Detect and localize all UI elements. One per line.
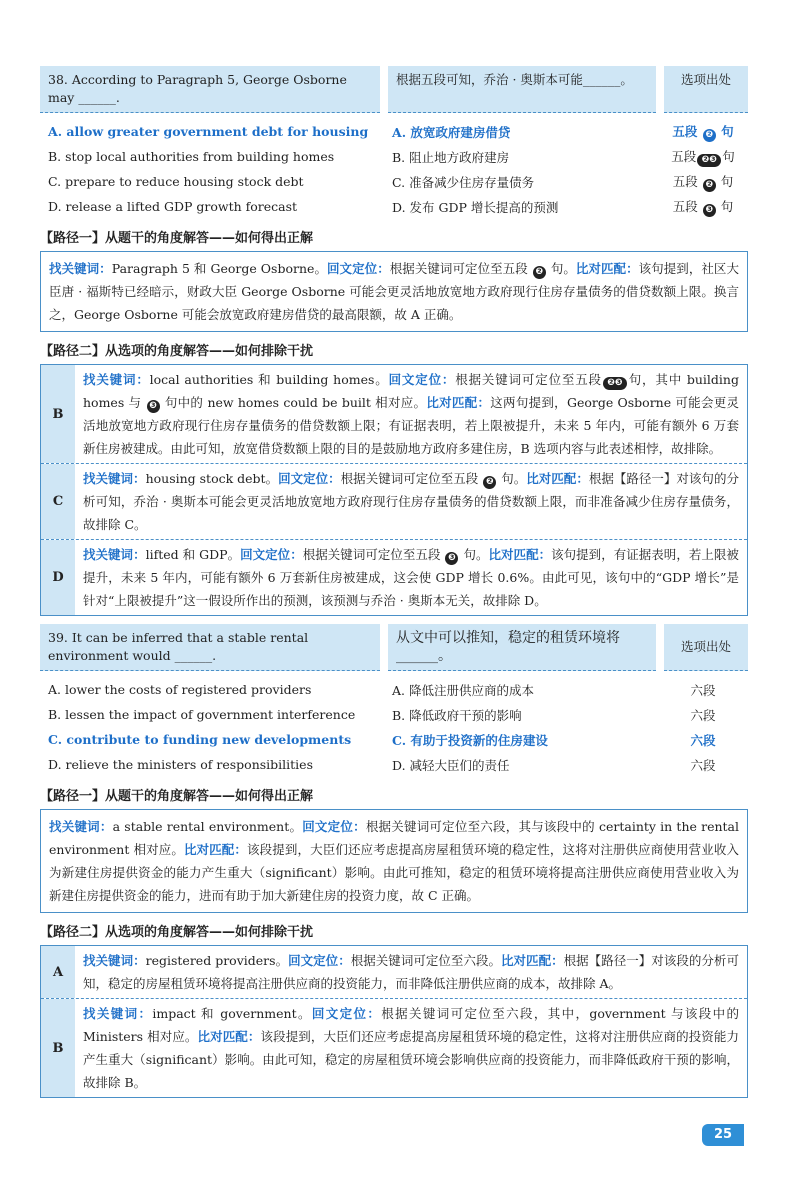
- option-source: 五段 ❷ 句: [672, 173, 734, 190]
- circled-number-icon: ❸: [147, 400, 160, 413]
- circled-number-icon: ❸: [445, 552, 458, 565]
- row-letter: D: [41, 540, 75, 615]
- q38-stem-cn: 根据五段可知，乔治 · 奥斯本可能______。: [388, 66, 656, 113]
- q39-source-header: 选项出处: [664, 624, 748, 671]
- circled-number-icon: ❷: [533, 266, 546, 279]
- option-en: A. allow greater government debt for housing: [48, 124, 369, 139]
- row-text: 找关键词：impact 和 government。回文定位：根据关键词可定位至六段，其中，government 与该段中的 Ministers 相对应。比对匹配：该段提到，大臣们还应考虑提高房屋租赁环境的稳定性，这将对注册供应商的投资能力产生重大（significant）影响。由此可知，稳定的房屋租赁环境会影响供应商的投资能力，而非降低政府干预的影响，故排除 B。: [83, 1006, 739, 1090]
- q38-header: [40, 66, 748, 113]
- q38-option-a: [40, 119, 748, 144]
- row-text: 找关键词：local authorities 和 building homes。回文定位：根据关键词可定位至五段 ❷❸ 句，其中 building homes 与 ❸ 句中的 new homes could be built 相对应。比对匹配：这两句提到，George Osborne 可能会更灵活地放宽地方政府现行住房存量债务的借贷数额上限；有证据表明，若上限被提升，未来 5 年内，可能有额外 6 万套新住房被建成。由此可知，放宽借贷数额上限的目的是鼓励地方政府多建住房，B 选项内容与此表述相悖，故排除。: [83, 372, 740, 456]
- q38-option-b: [40, 144, 748, 169]
- circled-number-icon: ❷: [703, 129, 716, 142]
- row-text: 找关键词：registered providers。回文定位：根据关键词可定位至六段。比对匹配：根据【路径一】对该段的分析可知，稳定的房屋租赁环境将提高注册供应商的投资能力，而非降低注册供应商的成本，故排除 A。: [83, 953, 739, 991]
- option-cn: B. 阻止地方政府建房: [392, 149, 510, 165]
- option-en: C. prepare to reduce housing stock debt: [48, 174, 304, 189]
- option-source: 五段 ❷ 句: [672, 123, 734, 140]
- q39-option-b: B. lessen the impact of government interference B. 降低政府干预的影响 六段: [48, 707, 716, 723]
- option-source: 五段 ❷❸ 句: [671, 148, 735, 165]
- row-text: 找关键词：lifted 和 GDP。回文定位：根据关键词可定位至五段 ❸ 句。比对匹配：该句提到，有证据表明，若上限被提升，未来 5 年内，可能有额外 6 万套新住房被建成，这会使 GDP 增长 0.6%。由此可见，该句中的“GDP 增长”是针对“上限被提升”这一假设所作出的预测，该预测与乔治 · 奥斯本无关，故排除 D。: [83, 547, 739, 608]
- q39-header: [40, 624, 748, 671]
- circled-number-icon: ❷❸: [697, 154, 721, 167]
- q39-path1-title: 【路径一】从题干的角度解答——如何得出正解: [40, 789, 314, 804]
- page-number: 25: [702, 1124, 744, 1146]
- table-row: [41, 998, 747, 1097]
- circled-number-icon: ❷: [703, 179, 716, 192]
- option-en: B. stop local authorities from building homes: [48, 149, 335, 164]
- q38-path2-title: 【路径二】从选项的角度解答——如何排除干扰: [40, 344, 314, 359]
- row-text: 找关键词：housing stock debt。回文定位：根据关键词可定位至五段 ❷ 句。比对匹配：根据【路径一】对该句的分析可知，乔治 · 奥斯本可能会更灵活地放宽地方政府现行住房存量债务的借贷数额上限，而非准备减少住房存量债务，故排除 C。: [83, 471, 739, 532]
- table-row: [41, 463, 747, 539]
- q38-path1-title: 【路径一】从题干的角度解答——如何得出正解: [40, 231, 314, 246]
- row-letter: B: [41, 365, 75, 463]
- option-cn: C. 准备减少住房存量债务: [392, 174, 535, 190]
- q38-path1-box: 找关键词：Paragraph 5 和 George Osborne。回文定位：根据关键词可定位至五段 ❷ 句。比对匹配：该句提到，社区大臣唐 · 福斯特已经暗示，财政大臣 George Osborne 可能会更灵活地放宽地方政府现行住房存量债务的借贷数额上限。换言之，George Osborne 可能会放宽政府建房借贷的最高限额，故 A 正确。: [40, 251, 748, 332]
- q39-path2-title: 【路径二】从选项的角度解答——如何排除干扰: [40, 925, 314, 940]
- q39-option-a: A. lower the costs of registered providers A. 降低注册供应商的成本 六段: [48, 682, 716, 698]
- q39-stem-cn: 从文中可以推知，稳定的租赁环境将______。: [388, 624, 656, 671]
- circled-number-icon: ❸: [703, 204, 716, 217]
- locate-label: 回文定位：: [327, 261, 390, 276]
- q39-path1-box: 找关键词：a stable rental environment。回文定位：根据关键词可定位至六段，其与该段中的 certainty in the rental environment 相对应。比对匹配：该段提到，大臣们还应考虑提高房屋租赁环境的稳定性，这将对注册供应商使用营业收入为新建住房提供资金的能力产生重大（significant）影响。由此可推知，稳定的租赁环境将提高注册供应商使用营业收入为新建住房提供资金的能力，进而有助于加大新建住房的投资力度，故 C 正确。: [40, 809, 748, 913]
- q39-options: [40, 677, 748, 777]
- q38-source-header: 选项出处: [664, 66, 748, 113]
- match-label: 比对匹配：: [575, 261, 639, 276]
- q39-option-c: C. contribute to funding new developments C. 有助于投资新的住房建设 六段: [48, 732, 716, 748]
- q38-option-c: [40, 169, 748, 194]
- circled-number-icon: ❷: [483, 476, 496, 489]
- row-letter: C: [41, 464, 75, 539]
- page-content: [40, 66, 748, 1098]
- q38-options: [40, 119, 748, 219]
- circled-number-icon: ❷❸: [603, 377, 627, 390]
- q38-path2-table: [40, 364, 748, 616]
- row-letter: B: [41, 999, 75, 1097]
- row-letter: A: [41, 946, 75, 998]
- q38-option-d: [40, 194, 748, 219]
- q38-stem-en: 38. According to Paragraph 5, George Osborne may ______.: [40, 66, 380, 113]
- q39-path2-table: [40, 945, 748, 1098]
- option-cn: D. 发布 GDP 增长提高的预测: [392, 199, 559, 215]
- table-row: [41, 365, 747, 463]
- option-en: D. release a lifted GDP growth forecast: [48, 199, 298, 214]
- keyword-label: 找关键词：: [49, 261, 112, 276]
- option-source: 五段 ❸ 句: [672, 198, 734, 215]
- table-row: [41, 946, 747, 998]
- q39-option-d: D. relieve the ministers of responsibilities D. 减轻大臣们的责任 六段: [48, 757, 716, 773]
- q39-stem-en: 39. It can be inferred that a stable rental environment would ______.: [40, 624, 380, 671]
- table-row: [41, 539, 747, 615]
- option-cn: A. 放宽政府建房借贷: [392, 124, 511, 140]
